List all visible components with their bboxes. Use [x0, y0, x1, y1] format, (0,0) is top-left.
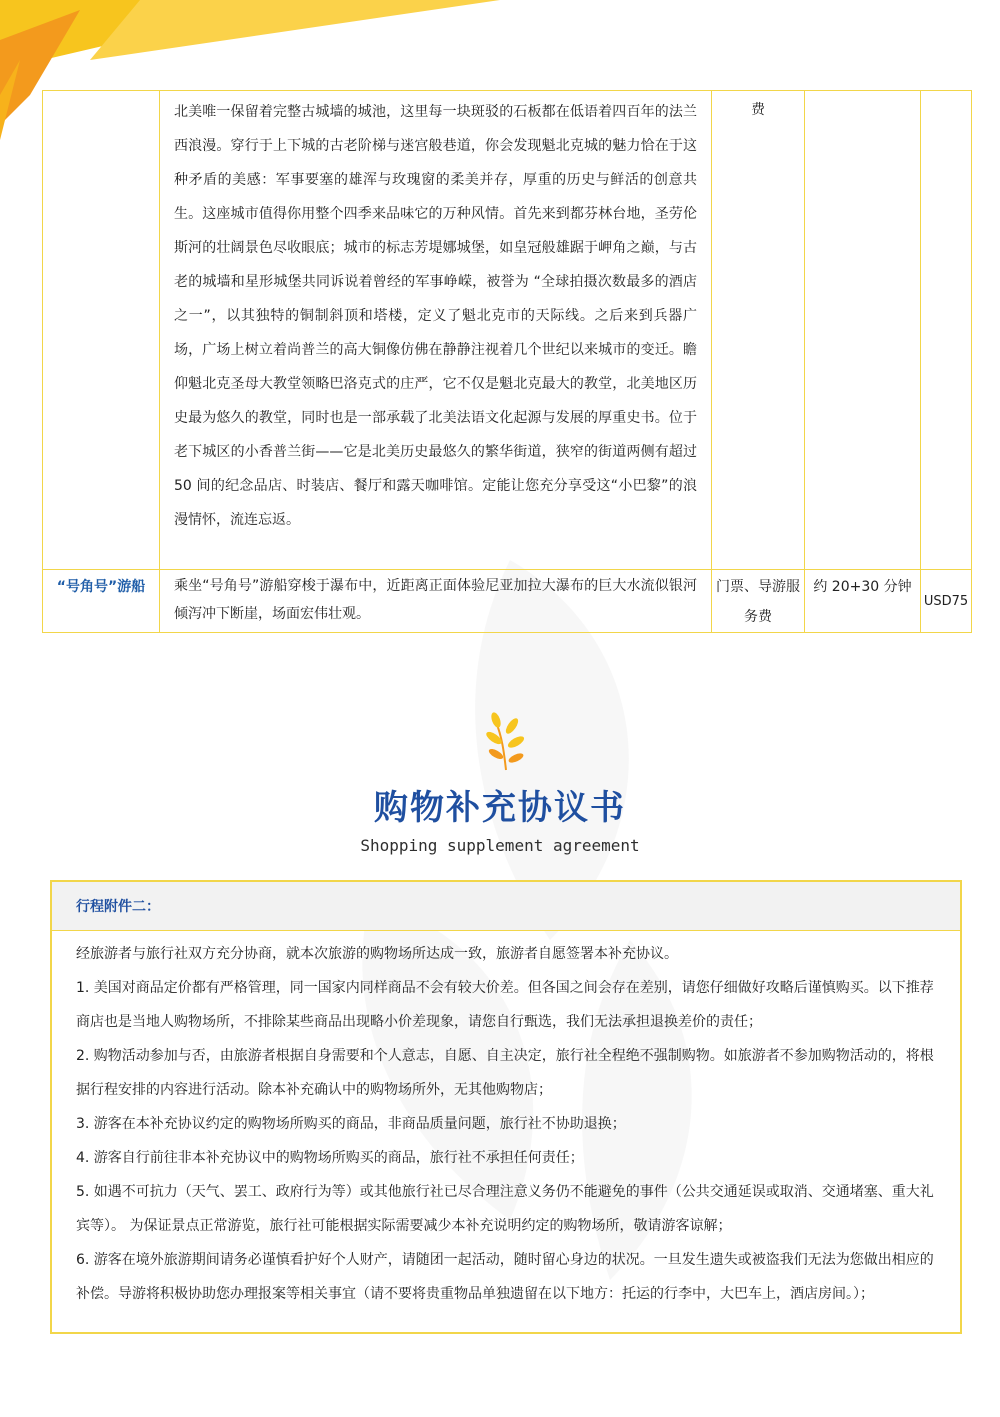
agreement-header: 行程附件二：	[52, 882, 960, 931]
agreement-paragraph: 经旅游者与旅行社双方充分协商，就本次旅游的购物场所达成一致，旅游者自愿签署本补充协议。	[76, 946, 678, 962]
item-fee-cell: 费	[712, 91, 805, 570]
item-name-cell	[43, 91, 160, 570]
itinerary-table	[42, 90, 972, 633]
table-row	[43, 570, 972, 633]
item-price-cell	[921, 91, 972, 570]
item-fee-cell: 门票、导游服务费	[712, 570, 805, 633]
item-price-cell: USD75	[921, 570, 972, 633]
agreement-paragraph: 2. 购物活动参加与否，由旅游者根据自身需要和个人意志，自愿、自主决定，旅行社全程绝不强制购物。如旅游者不参加购物活动的，将根据行程安排的内容进行活动。除本补充确认中的购物场所外，无其他购物店；	[76, 1048, 934, 1098]
item-duration-cell: 约 20+30 分钟	[805, 570, 921, 633]
wheat-leaf-icon	[486, 712, 526, 772]
item-name-cell: “号角号”游船	[43, 570, 160, 633]
item-description-cell: 乘坐“号角号”游船穿梭于瀑布中，近距离正面体验尼亚加拉大瀑布的巨大水流似银河倾泻冲下断崖，场面宏伟壮观。	[160, 570, 712, 633]
agreement-paragraph: 6. 游客在境外旅游期间请务必谨慎看护好个人财产，请随团一起活动，随时留心身边的状况。一旦发生遗失或被盗我们无法为您做出相应的补偿。导游将积极协助您办理报案等相关事宜（请不要将贵重物品单独遗留在以下地方：托运的行李中，大巴车上，酒店房间。）；	[76, 1252, 934, 1302]
agreement-paragraph: 3. 游客在本补充协议约定的购物场所购买的商品，非商品质量问题，旅行社不协助退换；	[76, 1116, 626, 1132]
agreement-body	[52, 931, 960, 1311]
item-description-cell: 北美唯一保留着完整古城墙的城池，这里每一块斑驳的石板都在低语着四百年的法兰西浪漫。穿行于上下城的古老阶梯与迷宫般巷道，你会发现魁北克城的魅力恰在于这种矛盾的美感：军事要塞的雄浑与玫瑰窗的柔美并存，厚重的历史与鲜活的创意共生。这座城市值得你用整个四季来品味它的万种风情。首先来到都芬林台地，圣劳伦斯河的壮阔景色尽收眼底；城市的标志芳堤娜城堡，如皇冠般雄踞于岬角之巅，与古老的城墙和星形城堡共同诉说着曾经的军事峥嵘，被誉为 “全球拍摄次数最多的酒店之一”，以其独特的铜制斜顶和塔楼，定义了魁北克市的天际线。之后来到兵器广场，广场上树立着尚普兰的高大铜像仿佛在静静注视着几个世纪以来城市的变迁。瞻仰魁北克圣母大教堂领略巴洛克式的庄严，它不仅是魁北克最大的教堂，北美地区历史最为悠久的教堂，同时也是一部承载了北美法语文化起源与发展的厚重史书。位于老下城区的小香普兰街——它是北美历史最悠久的繁华街道，狭窄的街道两侧有超过 50 间的纪念品店、时装店、餐厅和露天咖啡馆。定能让您充分享受这“小巴黎”的浪漫情怀，流连忘返。	[160, 91, 712, 570]
agreement-paragraph: 5. 如遇不可抗力（天气、罢工、政府行为等）或其他旅行社已尽合理注意义务仍不能避免的事件（公共交通延误或取消、交通堵塞、重大礼宾等）。 为保证景点正常游览，旅行社可能根据实际需要减少本补充说明约定的购物场所，敬请游客谅解；	[76, 1184, 934, 1234]
item-duration-cell	[805, 91, 921, 570]
agreement-paragraph: 4. 游客自行前往非本补充协议中的购物场所购买的商品，旅行社不承担任何责任；	[76, 1150, 584, 1166]
agreement-paragraph: 1. 美国对商品定价都有严格管理，同一国家内同样商品不会有较大价差。但各国之间会存在差别，请您仔细做好攻略后谨慎购买。以下推荐商店也是当地人购物场所，不排除某些商品出现略小价差现象，请您自行甄选，我们无法承担退换差价的责任；	[76, 980, 934, 1030]
agreement-box	[50, 880, 962, 1334]
page-subtitle: Shopping supplement agreement	[360, 836, 640, 855]
page-title: 购物补充协议书	[374, 788, 626, 828]
table-row	[43, 91, 972, 570]
